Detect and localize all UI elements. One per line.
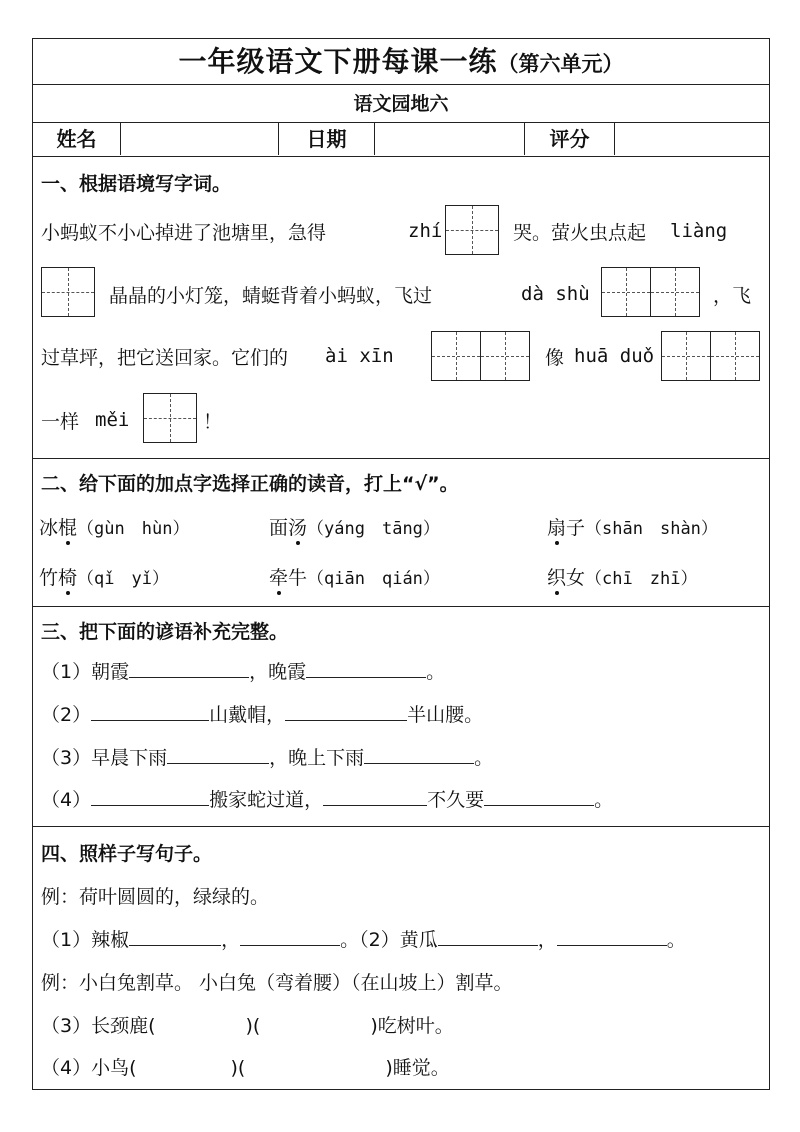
dotted-char: 牵 [269, 563, 288, 590]
s1-line1-text-b: 哭。萤火虫点起 [513, 222, 647, 244]
option-text: 女 [566, 567, 586, 589]
date-field[interactable] [375, 123, 525, 155]
proverb-text: 。 [426, 661, 446, 683]
dotted-char: 织 [547, 563, 566, 590]
write-box[interactable] [661, 331, 711, 381]
name-label: 姓名 [33, 123, 121, 155]
answer-blank[interactable] [129, 927, 221, 946]
s1-line4-text: 一样 [41, 411, 80, 433]
sentence-text: ， [537, 929, 557, 951]
proverb-text: ，晚霞 [249, 661, 307, 683]
name-field[interactable] [121, 123, 279, 155]
dotted-char: 扇 [547, 513, 566, 540]
sentence-text: )吃树叶。 [370, 1015, 454, 1037]
section-4-heading: 四、照样子写句子。 [41, 843, 213, 865]
proverb-1 [41, 657, 445, 684]
section-1 [33, 157, 769, 459]
reading-option [39, 563, 169, 590]
proverb-text: 搬家蛇过道， [209, 789, 324, 811]
answer-blank[interactable] [557, 927, 667, 946]
answer-blank[interactable] [306, 659, 426, 678]
pinyin-aixin: ài xīn [325, 345, 394, 367]
example-1: 例：荷叶圆圆的，绿绿的。 [41, 886, 270, 908]
section-4 [33, 827, 769, 1089]
info-row [33, 123, 769, 157]
proverb-text: 半山腰。 [407, 704, 484, 726]
proverb-2 [41, 700, 483, 727]
s1-line2-text-b: ，飞 [713, 285, 752, 307]
sentence-text: )睡觉。 [385, 1057, 450, 1079]
answer-blank[interactable] [91, 702, 209, 721]
write-box[interactable] [143, 393, 197, 443]
write-box[interactable] [650, 267, 700, 317]
s1-line3-text: 过草坪，把它送回家。它们的 [41, 347, 289, 369]
pinyin-choices[interactable]: （gùn hùn） [77, 519, 190, 539]
sentence-text: （3）长颈鹿( [41, 1015, 156, 1037]
s1-line2-text: 晶晶的小灯笼，蜻蜓背着小蚂蚁，飞过 [109, 285, 433, 307]
write-box[interactable] [480, 331, 530, 381]
write-box[interactable] [601, 267, 651, 317]
s1-line3-text-b: 像 [545, 347, 565, 369]
proverb-text: 。 [474, 747, 494, 769]
pinyin-dashu: dà shù [521, 283, 590, 305]
score-field[interactable] [615, 123, 769, 155]
sentence-text: （4）小鸟( [41, 1057, 137, 1079]
proverb-text: （4） [41, 789, 92, 811]
proverb-3 [41, 743, 493, 770]
reading-option [547, 513, 718, 540]
pinyin-choices[interactable]: （chī zhī） [585, 569, 698, 589]
option-text: 面 [269, 517, 289, 539]
answer-blank[interactable] [167, 745, 269, 764]
pinyin-choices[interactable]: （qiān qián） [307, 569, 440, 589]
proverb-text: （2） [41, 704, 92, 726]
s1-line1-text: 小蚂蚁不小心掉进了池塘里，急得 [41, 222, 327, 244]
title-row [33, 39, 769, 85]
reading-option [269, 513, 440, 540]
write-box[interactable] [445, 205, 499, 255]
unit-label: （第六单元） [497, 52, 624, 76]
sentence-text: 。 [666, 929, 686, 951]
date-label: 日期 [279, 123, 375, 155]
option-text: 冰 [39, 517, 59, 539]
sentence-3 [41, 1011, 454, 1038]
write-box[interactable] [41, 267, 95, 317]
dotted-char: 棍 [58, 513, 77, 540]
proverb-text: 。 [594, 789, 614, 811]
dotted-char: 汤 [288, 513, 307, 540]
pinyin-liang: liàng [670, 220, 728, 242]
reading-option [547, 563, 697, 590]
lesson-title: 语文园地六 [33, 85, 769, 123]
proverb-text: （3）早晨下雨 [41, 747, 168, 769]
reading-option [269, 563, 440, 590]
pinyin-choices[interactable]: （qǐ yǐ） [77, 569, 169, 589]
section-1-heading: 一、根据语境写字词。 [41, 173, 232, 195]
pinyin-zhi: zhí [408, 220, 443, 242]
write-box[interactable] [431, 331, 481, 381]
pinyin-huaduo: huā duǒ [574, 345, 655, 367]
pinyin-mei: měi [95, 409, 130, 431]
section-3 [33, 607, 769, 827]
sentence-text: )( [230, 1057, 246, 1079]
proverb-text: 山戴帽， [209, 704, 286, 726]
section-2 [33, 459, 769, 607]
proverb-4 [41, 785, 613, 812]
worksheet [32, 38, 770, 1090]
section-2-heading: 二、给下面的加点字选择正确的读音，打上“√”。 [41, 473, 459, 495]
sentence-text: （1）辣椒 [41, 929, 130, 951]
score-label: 评分 [525, 123, 615, 155]
example-2: 例：小白兔割草。 小白兔（弯着腰）（在山坡上）割草。 [41, 972, 513, 994]
answer-blank[interactable] [240, 927, 340, 946]
section-3-heading: 三、把下面的谚语补充完整。 [41, 621, 289, 643]
proverb-text: 不久要 [427, 789, 485, 811]
option-text: 牛 [288, 567, 308, 589]
sentence-text: 。（2）黄瓜 [340, 929, 438, 951]
pinyin-choices[interactable]: （shān shàn） [585, 519, 718, 539]
page-title: 一年级语文下册每课一练 [178, 45, 498, 78]
write-box[interactable] [710, 331, 760, 381]
answer-blank[interactable] [364, 745, 474, 764]
proverb-text: （1）朝霞 [41, 661, 130, 683]
proverb-text: ，晚上下雨 [269, 747, 365, 769]
answer-blank[interactable] [285, 702, 407, 721]
s1-line4-text-b: ！ [203, 411, 223, 433]
sentence-1-2 [41, 925, 686, 952]
answer-blank[interactable] [129, 659, 249, 678]
sentence-4 [41, 1053, 450, 1080]
answer-blank[interactable] [91, 787, 209, 806]
dotted-char: 椅 [58, 563, 77, 590]
pinyin-choices[interactable]: （yáng tāng） [307, 519, 440, 539]
answer-blank[interactable] [484, 787, 594, 806]
sentence-text: )( [245, 1015, 261, 1037]
answer-blank[interactable] [438, 927, 538, 946]
sentence-text: ， [221, 929, 241, 951]
option-text: 竹 [39, 567, 59, 589]
reading-option [39, 513, 189, 540]
answer-blank[interactable] [323, 787, 427, 806]
option-text: 子 [566, 517, 586, 539]
